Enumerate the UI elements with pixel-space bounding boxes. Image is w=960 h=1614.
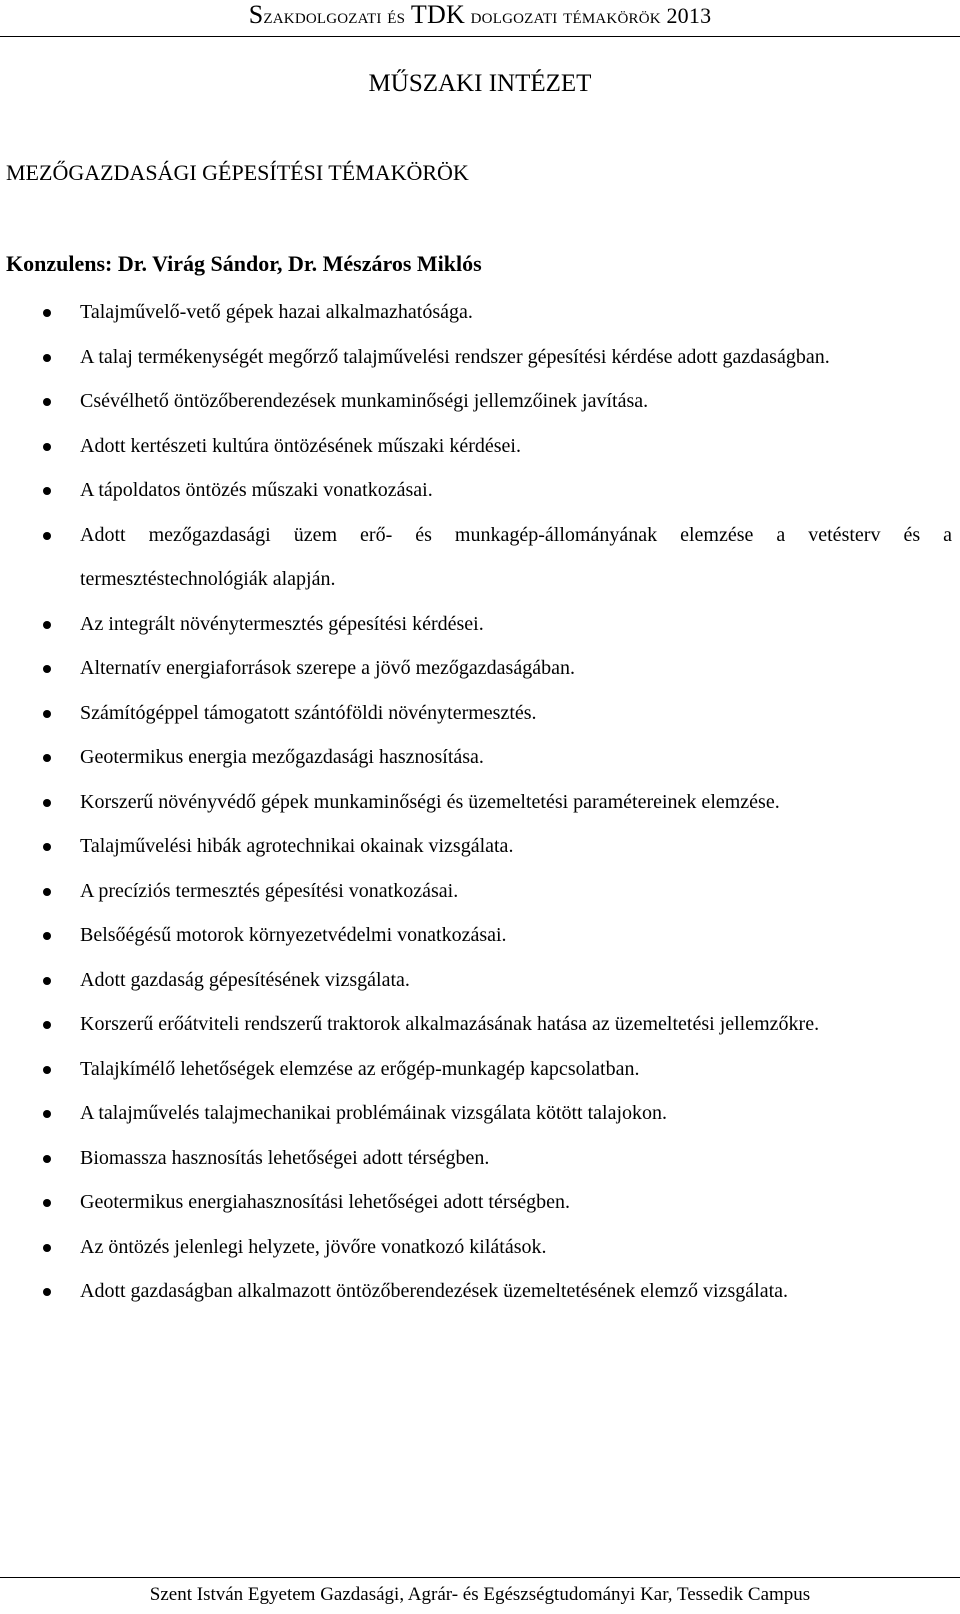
bullet-icon (43, 487, 51, 495)
consultants-line: Konzulens: Dr. Virág Sándor, Dr. Mészáros Miklós (6, 251, 482, 276)
page-footer: Szent István Egyetem Gazdasági, Agrár- és Egészségtudományi Kar, Tessedik Campus (0, 1577, 960, 1614)
topic-text: Adott kertészeti kultúra öntözésének műszaki kérdései. (80, 434, 521, 457)
bullet-icon (43, 665, 51, 673)
topic-text: A precíziós termesztés gépesítési vonatkozásai. (80, 879, 459, 902)
bullet-icon (43, 398, 51, 406)
header-title-part1: zakdolgozati és (263, 3, 411, 28)
section-title: MEZŐGAZDASÁGI GÉPESÍTÉSI TÉMAKÖRÖK (6, 160, 469, 185)
bullet-icon (43, 1155, 51, 1163)
list-item (0, 468, 960, 513)
list-item (0, 958, 960, 1003)
topic-text: A talajművelés talajmechanikai problémáinak vizsgálata kötött talajokon. (80, 1102, 668, 1124)
topic-text: Adott gazdaságban alkalmazott öntözőberendezések üzemeltetésének elemző vizsgálata. (80, 1280, 789, 1302)
topic-text: Geotermikus energia mezőgazdasági hasznosítása. (80, 746, 484, 768)
topic-text: Korszerű erőátviteli rendszerű traktorok alkalmazásának hatása az üzemeltetési jellemzőkre. (80, 1013, 820, 1035)
bullet-icon (43, 532, 51, 540)
page-header (0, 0, 960, 37)
topic-text: Csévélhető öntözőberendezések munkaminőségi jellemzőinek javítása. (80, 390, 649, 412)
list-item (0, 869, 960, 914)
list-item (0, 335, 960, 380)
topic-text: Biomassza hasznosítás lehetőségei adott térségben. (80, 1146, 490, 1169)
topic-text: Geotermikus energiahasznosítási lehetőségei adott térségben. (80, 1191, 571, 1213)
topic-list (0, 290, 960, 1314)
bullet-icon (43, 932, 51, 940)
bullet-icon (43, 1110, 51, 1118)
list-item (0, 1091, 960, 1136)
topic-text: Talajművelő-vető gépek hazai alkalmazhatósága. (80, 301, 473, 323)
bullet-icon (43, 710, 51, 718)
list-item (0, 290, 960, 335)
list-item (0, 602, 960, 647)
header-title-initial: S (248, 0, 264, 29)
topic-text: A talaj termékenységét megőrző talajművelési rendszer gépesítési kérdése adott gazdaságban. (80, 345, 830, 368)
list-item (0, 1269, 960, 1314)
topic-text: Talajkímélő lehetőségek elemzése az erőgép-munkagép kapcsolatban. (80, 1057, 640, 1080)
header-title-part2: dolgozati témakörök 2013 (464, 3, 712, 28)
list-item (0, 1180, 960, 1225)
list-item (0, 913, 960, 958)
list-item (0, 1002, 960, 1047)
bullet-icon (43, 309, 51, 317)
institute-title: MŰSZAKI INTÉZET (368, 70, 592, 97)
bullet-icon (43, 1199, 51, 1207)
list-item (0, 780, 960, 825)
bullet-icon (43, 888, 51, 896)
topic-text: Korszerű növényvédő gépek munkaminőségi és üzemeltetési paramétereinek elemzése. (80, 790, 780, 813)
bullet-icon (43, 1021, 51, 1029)
topic-text: Talajművelési hibák agrotechnikai okainak vizsgálata. (80, 835, 514, 857)
bullet-icon (43, 621, 51, 629)
topic-text: Számítógéppel támogatott szántóföldi növénytermesztés. (80, 701, 537, 724)
topic-text: Belsőégésű motorok környezetvédelmi vonatkozásai. (80, 924, 507, 946)
list-item (0, 379, 960, 424)
list-item (0, 646, 960, 691)
list-item (0, 1047, 960, 1092)
list-item (0, 424, 960, 469)
topic-text: Az öntözés jelenlegi helyzete, jövőre vonatkozó kilátások. (80, 1235, 547, 1258)
topic-text: Adott gazdaság gépesítésének vizsgálata. (80, 968, 410, 991)
bullet-icon (43, 443, 51, 451)
topic-text: A tápoldatos öntözés műszaki vonatkozásai. (80, 479, 433, 501)
bullet-icon (43, 1066, 51, 1074)
list-item (0, 824, 960, 869)
list-item (0, 735, 960, 780)
bullet-icon (43, 1288, 51, 1296)
topic-text: Az integrált növénytermesztés gépesítési kérdései. (80, 612, 484, 635)
bullet-icon (43, 843, 51, 851)
list-item (0, 691, 960, 736)
bullet-icon (43, 754, 51, 762)
header-title-tdk: TDK (410, 0, 465, 29)
topic-text: Adott mezőgazdasági üzem erő- és munkagép-állományának elemzése a vetésterv és a termesztéstechnológiák alapján. (80, 523, 952, 590)
bullet-icon (43, 977, 51, 985)
bullet-icon (43, 1244, 51, 1252)
list-item (0, 1225, 960, 1270)
bullet-icon (43, 354, 51, 362)
bullet-icon (43, 799, 51, 807)
topic-text: Alternatív energiaforrások szerepe a jövő mezőgazdaságában. (80, 657, 575, 679)
list-item (0, 513, 960, 602)
list-item (0, 1136, 960, 1181)
